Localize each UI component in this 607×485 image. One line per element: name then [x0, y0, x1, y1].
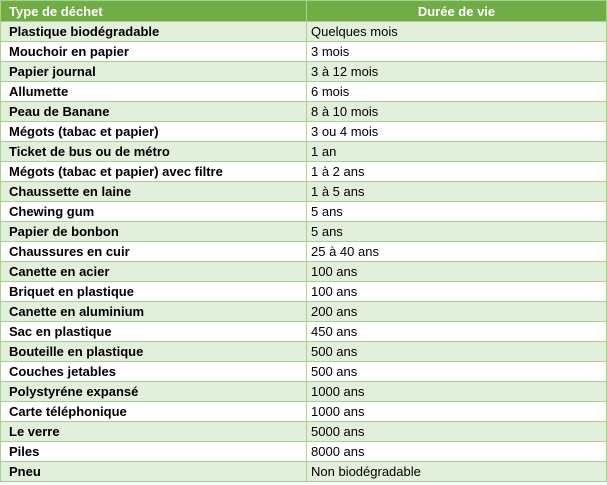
lifetime-cell: 1000 ans	[307, 382, 607, 402]
waste-type-cell: Le verre	[1, 422, 307, 442]
table-row	[1, 322, 607, 342]
table-row	[1, 342, 607, 362]
lifetime-cell: 8 à 10 mois	[307, 102, 607, 122]
lifetime-cell: Quelques mois	[307, 22, 607, 42]
waste-type-cell: Piles	[1, 442, 307, 462]
table-row	[1, 302, 607, 322]
waste-type-cell: Polystyréne expansé	[1, 382, 307, 402]
lifetime-cell: 1 an	[307, 142, 607, 162]
lifetime-cell: 1 à 5 ans	[307, 182, 607, 202]
table-row	[1, 182, 607, 202]
waste-type-cell: Canette en acier	[1, 262, 307, 282]
waste-type-cell: Ticket de bus ou de métro	[1, 142, 307, 162]
table-row	[1, 22, 607, 42]
lifetime-cell: 200 ans	[307, 302, 607, 322]
waste-type-cell: Papier journal	[1, 62, 307, 82]
lifetime-cell: 3 mois	[307, 42, 607, 62]
table-row	[1, 142, 607, 162]
table-row	[1, 262, 607, 282]
waste-type-cell: Mégots (tabac et papier)	[1, 122, 307, 142]
table-row	[1, 162, 607, 182]
table-row	[1, 122, 607, 142]
waste-type-cell: Sac en plastique	[1, 322, 307, 342]
lifetime-cell: 25 à 40 ans	[307, 242, 607, 262]
table-row	[1, 282, 607, 302]
lifetime-cell: 3 ou 4 mois	[307, 122, 607, 142]
lifetime-cell: 5 ans	[307, 202, 607, 222]
table-row	[1, 422, 607, 442]
lifetime-cell: 6 mois	[307, 82, 607, 102]
table-row	[1, 202, 607, 222]
waste-type-cell: Chaussures en cuir	[1, 242, 307, 262]
waste-type-cell: Canette en aluminium	[1, 302, 307, 322]
waste-type-cell: Chaussette en laine	[1, 182, 307, 202]
lifetime-cell: 500 ans	[307, 362, 607, 382]
table-row	[1, 242, 607, 262]
column-header-waste-type: Type de déchet	[1, 1, 307, 22]
lifetime-cell: 100 ans	[307, 282, 607, 302]
waste-type-cell: Pneu	[1, 462, 307, 482]
waste-type-cell: Papier de bonbon	[1, 222, 307, 242]
table-row	[1, 402, 607, 422]
table-row	[1, 462, 607, 482]
table-row	[1, 102, 607, 122]
waste-type-cell: Mégots (tabac et papier) avec filtre	[1, 162, 307, 182]
waste-type-cell: Peau de Banane	[1, 102, 307, 122]
waste-type-cell: Bouteille en plastique	[1, 342, 307, 362]
waste-type-cell: Carte téléphonique	[1, 402, 307, 422]
column-header-lifetime: Durée de vie	[307, 1, 607, 22]
waste-type-cell: Mouchoir en papier	[1, 42, 307, 62]
table-row	[1, 42, 607, 62]
lifetime-cell: 3 à 12 mois	[307, 62, 607, 82]
table-header-row	[1, 1, 607, 22]
lifetime-cell: 8000 ans	[307, 442, 607, 462]
lifetime-cell: Non biodégradable	[307, 462, 607, 482]
waste-type-cell: Couches jetables	[1, 362, 307, 382]
lifetime-cell: 1000 ans	[307, 402, 607, 422]
lifetime-cell: 1 à 2 ans	[307, 162, 607, 182]
table-row	[1, 82, 607, 102]
table-body	[1, 22, 607, 482]
table-row	[1, 382, 607, 402]
table-row	[1, 222, 607, 242]
table-row	[1, 62, 607, 82]
lifetime-cell: 5000 ans	[307, 422, 607, 442]
table-row	[1, 442, 607, 462]
lifetime-cell: 500 ans	[307, 342, 607, 362]
lifetime-cell: 5 ans	[307, 222, 607, 242]
waste-type-cell: Chewing gum	[1, 202, 307, 222]
lifetime-cell: 100 ans	[307, 262, 607, 282]
table-row	[1, 362, 607, 382]
lifetime-cell: 450 ans	[307, 322, 607, 342]
waste-type-cell: Briquet en plastique	[1, 282, 307, 302]
waste-type-cell: Plastique biodégradable	[1, 22, 307, 42]
waste-type-cell: Allumette	[1, 82, 307, 102]
